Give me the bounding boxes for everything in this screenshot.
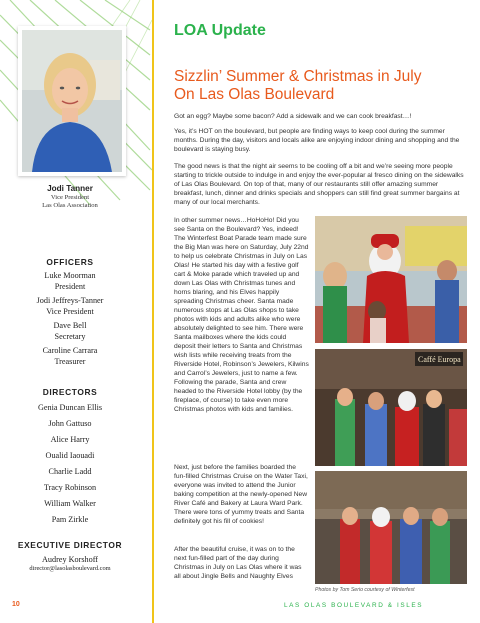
officer-role: Secretary	[54, 332, 86, 341]
director-name: John Gattuso	[48, 419, 92, 428]
featured-name: Jodi Tanner	[47, 184, 93, 193]
director-name: Tracy Robinson	[43, 483, 97, 492]
director-name: Charlie Ladd	[48, 467, 92, 476]
headline-line-1: Sizzlin’ Summer & Christmas in July	[174, 68, 422, 85]
officer-name: Jodi Jeffreys-Tanner	[36, 296, 104, 305]
officer-name: Caroline Carrara	[42, 346, 98, 355]
portrait-photo	[18, 26, 126, 176]
directors-heading: DIRECTORS	[42, 387, 98, 397]
article-headline	[174, 68, 464, 104]
officer-role: Treasurer	[54, 357, 86, 366]
article-paragraph: Next, just before the families boarded the fun-filled Christmas Cruise on the Water Taxi, everyone was invited to attend the Junior baking competition at the newly-opened New River Café and Bakery at Laura Ward Park. There were tons of yummy treats and Santa definitely got his fill of cookies!	[174, 464, 308, 525]
santa-photo-1	[315, 216, 467, 343]
exec-director-email[interactable]: director@lasolasboulevard.com	[29, 565, 111, 572]
article-paragraph: In other summer news…HoHoHo! Did you see Santa on the Boulevard? Yes, indeed! The Winterfest Boat Parade team made sure the Big Man was here on Saturday, July 22nd to help us celebrate Christmas in July on Las Olas! He started his day with a festive golf cart & Moke parade which traveled up and down Las Olas with Christmas tunes and horns blaring, and his Elves happily spreading Christmas cheer. Santa made numerous stops at Las Olas shops to take photos with kids and adults alike who were absolutely delighted to see him. There were Santa mailboxes where the kids could deposit their letters to Santa and Christmas wish lists while receiving treats from the Riverside Hotel, Robinson’s Jewelers, Kilwins and Carrol’s Jewelers, just to name a few. Following the parade, Santa and crew headed to the Riverside Hotel lobby (by the fireplace, of course) to take even more Christmas photos with kids and families.	[174, 217, 309, 413]
exec-director-name: Audrey Korshoff	[41, 555, 98, 564]
cafe-sign: Caffé Europa	[418, 355, 461, 364]
article-paragraph: The good news is that the night air seems to be cooling off a bit and we’re seeing more people starting to trickle outside to indulge in and enjoy the ever-popular al fresco dining on the sidewalks of Las Olas Boulevard. On top of that, many of our restaurants still offer amazing summer breakfast, lunch, dinner and drinks specials and shoppers can still find great summer bargains at many of our local merchants.	[174, 163, 464, 206]
section-title: LOA Update	[174, 22, 266, 39]
photo-credit: Photos by Tom Serio courtesy of Winterfest	[315, 587, 415, 593]
director-name: Alice Harry	[50, 435, 90, 444]
director-name: William Walker	[44, 499, 96, 508]
sidebar	[0, 0, 152, 623]
officer-name: Dave Bell	[53, 321, 87, 330]
article-paragraph: Yes, it’s HOT on the boulevard, but people are finding ways to keep cool during the summer months. During the day, visitors and locals alike are enjoying indoor dining and shopping and the boulevard is staying busy.	[174, 128, 460, 153]
officer-role: Vice President	[46, 307, 94, 316]
page-number: 10	[12, 601, 20, 608]
director-name: Oualid Iaouadi	[45, 451, 95, 460]
article-paragraph: After the beautiful cruise, it was on to the next fun-filled part of the day during Christmas in July on Las Olas where it was all about Jingle Bells and Naughty Elves	[174, 546, 302, 580]
footer-brand: LAS OLAS BOULEVARD & ISLES	[284, 602, 424, 609]
headline-line-2: On Las Olas Boulevard	[174, 86, 335, 103]
director-name: Genia Duncan Ellis	[37, 403, 103, 412]
officer-role: President	[54, 282, 86, 291]
sidebar-divider	[152, 0, 154, 623]
exec-director-heading: EXECUTIVE DIRECTOR	[17, 540, 123, 550]
article-paragraph: Got an egg? Maybe some bacon? Add a sidewalk and we can cook breakfast…!	[174, 113, 412, 120]
officer-name: Luke Moorman	[44, 271, 96, 280]
officers-heading: OFFICERS	[46, 257, 94, 267]
santa-photo-3	[315, 471, 467, 584]
featured-role: Vice President	[50, 194, 90, 201]
santa-photo-2	[315, 349, 467, 466]
featured-org: Las Olas Association	[42, 202, 98, 209]
director-name: Pam Zirkle	[51, 515, 89, 524]
